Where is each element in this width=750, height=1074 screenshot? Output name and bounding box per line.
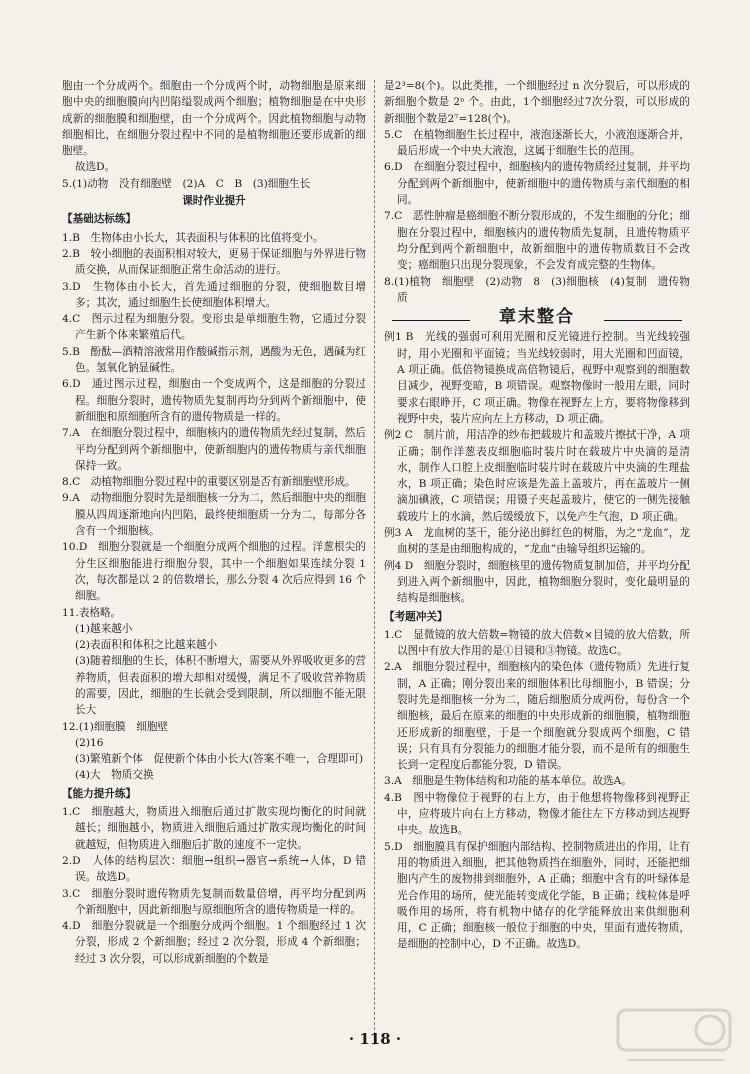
- answer-paragraph: 7.C 恶性肿瘤是癌细胞不断分裂形成的，不发生细胞的分化；细胞在分裂过程中，细胞核内的遗传物质先复制，且遗传物质平均分配到两个新细胞中，故新细胞中的遗传物质数目不会改变；癌细胞只出现分裂现象，不会发育成完整的生物体。: [384, 210, 690, 272]
- answer-paragraph: 例2 C 制片前，用洁净的纱布把载玻片和盖玻片擦拭干净，A 项正确；制作洋葱表皮细胞临时装片时在载玻片中央滴的是清水，制作人口腔上皮细胞临时装片时在载玻片中央滴的生理盐水，B 项正确；染色时应该是先盖上盖玻片，再在盖玻片一侧滴加碘液，C 项错误；用镊子夹起盖玻片，使它的一侧先接触载玻片上的水滴，然后缓缓放下，以免产生气泡，D 项正确。: [384, 429, 690, 523]
- answer-paragraph: 例1 B 光线的强弱可利用光圈和反光镜进行控制。当光线较强时，用小光圈和平面镜；当光线较弱时，用大光圈和凹面镜，A 项正确。低倍物镜换成高倍物镜后，视野中观察到的细胞数目减少，视野变暗，B 项错误。观察物像时一般用左眼，同时要求右眼睁开，C 项正确。物像在视野左上方，要将物像移到视野中央，装片应向左上方移动，D 项正确。: [384, 331, 690, 425]
- answer-paragraph: 7.A 在细胞分裂过程中，细胞核内的遗传物质先经过复制，然后平均分配到两个新细胞中，使新细胞内的遗传物质与亲代细胞保持一致。: [62, 427, 366, 472]
- answer-paragraph: 4.C 图示过程为细胞分裂。变形虫是单细胞生物，它通过分裂产生新个体来繁殖后代。: [62, 313, 366, 342]
- left-column: [62, 78, 366, 967]
- answer-paragraph: 3.D 生物体由小长大，首先通过细胞的分裂，使细胞数目增多；其次，通过细胞生长使细胞体积增大。: [62, 280, 366, 309]
- answer-paragraph: 11.表格略。: [62, 606, 122, 619]
- section-heading: 【考题冲关】: [384, 610, 448, 623]
- answer-paragraph: 6.D 在细胞分裂过程中，细胞核内的遗传物质经过复制，并平均分配到两个新细胞中，使新细胞中的遗传物质与亲代细胞的相同。: [384, 161, 690, 207]
- answer-paragraph: 5.C 在植物细胞生长过程中，液泡逐渐长大，小液泡逐渐合并，最后形成一个中央大液泡，这属于细胞生长的范围。: [384, 128, 690, 158]
- answer-paragraph: (1)越来越小: [75, 622, 133, 635]
- answer-paragraph: 5.(1)动物 没有细胞壁 (2)A C B (3)细胞生长: [62, 177, 311, 190]
- column-divider: [374, 80, 375, 1045]
- answer-paragraph: 例3 A 龙血树的茎干，能分泌出鲜红色的树脂，为之“龙血”，龙血树的茎是由细胞构成的，“龙血”由输导组织运输的。: [384, 527, 690, 556]
- answer-paragraph: 2.B 较小细胞的表面积相对较大，更易于保证细胞与外界进行物质交换，从而保证细胞正常生命活动的进行。: [62, 247, 366, 277]
- answer-paragraph: 1.C 细胞越大，物质进入细胞后通过扩散实现均衡化的时间就越长；细胞越小，物质进入细胞后通过扩散实现均衡化的时间就越短，但物质进入细胞后扩散的速度不一定快。: [62, 806, 366, 851]
- section-heading: 【能力提升练】: [62, 787, 137, 800]
- answer-paragraph: 是2³=8(个)。以此类推，一个细胞经过 n 次分裂后，可以形成的新细胞个数是 2ⁿ 个。由此，1个细胞经过7次分裂，可以形成的新细胞个数是2⁷=128(个)。: [384, 80, 690, 125]
- answer-paragraph: 5.B 酚酞—酒精溶液常用作酸碱指示剂，遇酸为无色，遇碱为红色。氢氧化钠显碱性。: [62, 345, 366, 375]
- answer-paragraph: 9.A 动物细胞分裂时先是细胞核一分为二，然后细胞中央的细胞膜从四周逐渐地向内凹陷，最终使细胞质一分为二，每部分各含有一个细胞核。: [62, 492, 366, 538]
- answer-paragraph: 3.C 细胞分裂时遗传物质先复制而数量倍增，再平均分配到两个新细胞中，因此新细胞与原细胞所含的遗传物质是一样的。: [62, 887, 366, 916]
- answer-paragraph: 2.A 细胞分裂过程中，细胞核内的染色体（遗传物质）先进行复制，A 正确；刚分裂出来的细胞体积比母细胞小，B 错误；分裂时先是细胞核一分为二，随后细胞质分成两份，每份含一个细胞核，最后在原来的细胞的中央形成新的细胞膜，植物细胞还形成新的细胞壁，于是一个细胞就分裂成两个细胞，C 错误；只有具有分裂能力的细胞才能分裂，而不是所有的细胞生长到一定程度后都能分裂，D 错误。: [384, 661, 690, 772]
- watermark-logo: [614, 1004, 734, 1068]
- answer-paragraph: 8.C 动植物细胞分裂过程中的重要区别是否有新细胞壁形成。: [62, 476, 356, 489]
- answer-paragraph: 8.(1)植物 细胞壁 (2)动物 8 (3)细胞核 (4)复制 遗传物质: [384, 275, 690, 304]
- answer-paragraph: 10.D 细胞分裂就是一个细胞分成两个细胞的过程。洋葱根尖的分生区细胞能进行细胞分裂，其中一个细胞如果连续分裂 1 次，每次都是以 2 的倍数增长，那么分裂 4 次后应得到 16 个细胞。: [62, 541, 366, 603]
- answer-paragraph: 1.C 显微镜的放大倍数=物镜的放大倍数×目镜的放大倍数，所以图中有放大作用的是①目镜和③物镜。故选C。: [384, 628, 690, 658]
- answer-paragraph: 胞由一个分成两个。细胞由一个分成两个时，动物细胞是原来细胞中央的细胞膜向内凹陷缢裂成两个细胞；植物细胞是在中央形成新的细胞膜和细胞壁，由一个分成两个。因此植物细胞与动物细胞相比，在细胞分裂过程中不同的是植物细胞还要形成新的细胞壁。: [62, 80, 366, 158]
- answer-paragraph: 4.B 图中物像位于视野的右上方，由于他想将物像移到视野正中，应将玻片向右上方移动，物像才能往左下方移动到达视野中央。故选B。: [384, 791, 690, 837]
- section-heading: 章末整合: [384, 309, 690, 325]
- answer-paragraph: (4)大 物质交换: [75, 769, 154, 782]
- section-heading: 课时作业提升: [182, 195, 246, 208]
- answer-paragraph: 12.(1)细胞膜 细胞壁: [62, 720, 169, 733]
- answer-paragraph: (2)16: [75, 736, 104, 749]
- answer-paragraph: (3)繁殖新个体 促使新个体由小长大(答案不唯一，合理即可): [75, 753, 364, 766]
- answer-paragraph: 故选D。: [75, 161, 116, 174]
- answer-paragraph: 5.D 细胞膜具有保护细胞内部结构、控制物质进出的作用，让有用的物质进入细胞，把其他物质挡在细胞外，同时，还能把细胞内产生的废物排到细胞外，A 正确；细胞中含有的叶绿体是光合作用的场所，使光能转变成化学能，B 正确；线粒体是呼吸作用的场所，将有机物中储存的化学能释放出来供细胞利用，C 正确；细胞核一般位于细胞的中央，里面有遗传物质，是细胞的控制中心，D 不正确。故选D。: [384, 840, 690, 951]
- page-number: · 118 ·: [348, 1030, 402, 1048]
- section-heading: 【基础达标练】: [62, 213, 137, 226]
- answer-paragraph: 4.D 细胞分裂就是一个细胞分成两个细胞。1 个细胞经过 1 次分裂，形成 2 个新细胞；经过 2 次分裂，形成 4 个新细胞；经过 3 次分裂，可以形成新细胞的个数是: [62, 920, 366, 965]
- answer-paragraph: 3.A 细胞是生物体结构和功能的基本单位。故选A。: [384, 775, 632, 788]
- answer-paragraph: (3)随着细胞的生长，体积不断增大，需要从外界吸收更多的营养物质，但表面积的增大却相对缓慢，满足不了吸收营养物质的需要，因此，细胞的生长就会受到限制，所以细胞不能无限长大: [75, 655, 366, 717]
- answer-paragraph: 例4 D 细胞分裂时，细胞核里的遗传物质复制加倍，并平均分配到进入两个新细胞中，因此，植物细胞分裂时，变化最明显的结构是细胞核。: [384, 559, 690, 605]
- answer-paragraph: (2)表面积和体积之比越来越小: [75, 639, 218, 652]
- right-column: [384, 78, 690, 953]
- answer-paragraph: 2.D 人体的结构层次：细胞→组织→器官→系统→人体，D 错误。故选D。: [62, 854, 366, 884]
- answer-paragraph: 6.D 通过图示过程，细胞由一个变成两个，这是细胞的分裂过程。细胞分裂时，遗传物质先复制再均分到两个新细胞中，使新细胞和原细胞所含有的遗传物质是一样的。: [62, 378, 366, 423]
- answer-paragraph: 1.B 生物体由小长大，其表面积与体积的比值将变小。: [62, 231, 324, 244]
